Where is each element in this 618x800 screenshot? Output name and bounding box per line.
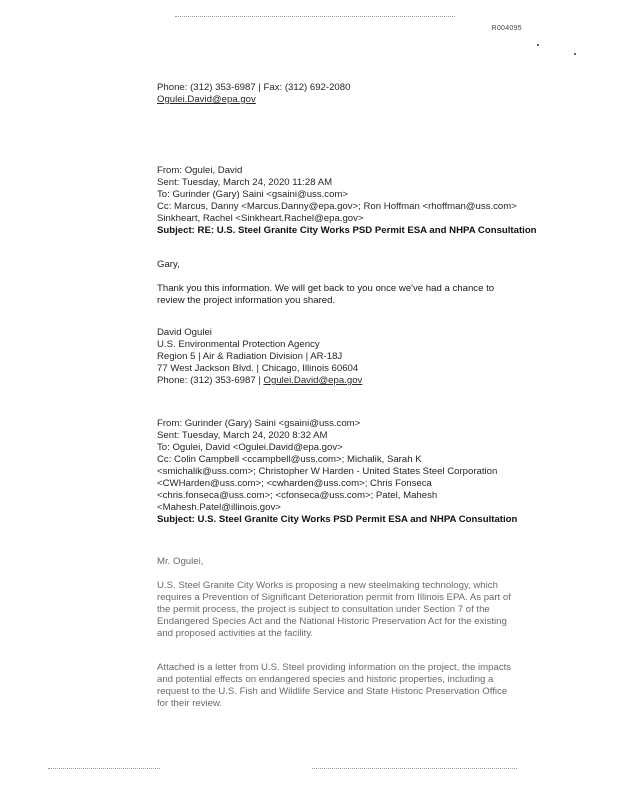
email-2-body-paragraph-2: Attached is a letter from U.S. Steel providing information on the project, the impacts and potential effects on endangered species and historic properties, including a request to the U.S. Fish and Wildlife Service and State Historic Preservation Office for their review. <box>157 662 512 709</box>
signature-agency: U.S. Environmental Protection Agency <box>157 339 320 350</box>
email-2-sent: Sent: Tuesday, March 24, 2020 8:32 AM <box>157 430 328 441</box>
email-2-header <box>157 418 517 526</box>
email-2-to: To: Ogulei, David <Ogulei.David@epa.gov> <box>157 442 343 453</box>
email-1-cc: Cc: Marcus, Danny <Marcus.Danny@epa.gov>; Ron Hoffman <rhoffman@uss.com> <box>157 201 517 212</box>
email-2-from: From: Gurinder (Gary) Saini <gsaini@uss.com> <box>157 418 361 429</box>
email-2-cc-line: <chris.fonseca@uss.com>; <cfonseca@uss.com>; Patel, Mahesh <box>157 490 438 501</box>
signature-phone-line <box>157 375 517 387</box>
email-1-signature <box>157 327 517 387</box>
email-2-body-paragraph-1: U.S. Steel Granite City Works is proposing a new steelmaking technology, which requires a Prevention of Significant Deterioration permit from Illinois EPA. As part of the permit process, the project is subject to consultation under Section 7 of the Endangered Species Act and the National Historic Preservation Act for the existing and proposed activities at the facility. <box>157 580 511 639</box>
email-2-cc-line: <Mahesh.Patel@illinois.gov> <box>157 502 281 513</box>
top-email-link[interactable]: Ogulei.David@epa.gov <box>157 94 256 105</box>
email-1-to: To: Gurinder (Gary) Saini <gsaini@uss.com> <box>157 189 349 200</box>
email-2-greeting: Mr. Ogulei, <box>157 556 204 567</box>
scan-artifact-top <box>175 16 455 17</box>
signature-address: 77 West Jackson Blvd. | Chicago, Illinois 60604 <box>157 363 359 374</box>
email-1-body: Thank you this information. We will get back to you once we've had a chance to review the project information you shared. <box>157 283 495 306</box>
email-2-cc-line: <smichalik@uss.com>; Christopher W Harden - United States Steel Corporation <box>157 466 498 477</box>
email-2-subject: Subject: U.S. Steel Granite City Works PSD Permit ESA and NHPA Consultation <box>157 514 518 525</box>
email-2-cc-line: Cc: Colin Campbell <ccampbell@uss.com>; Michalik, Sarah K <box>157 454 422 465</box>
signature-phone: Phone: (312) 353-6987 | <box>157 375 264 386</box>
email-2-cc-line: <CWHarden@uss.com>; <cwharden@uss.com>; Chris Fonseca <box>157 478 432 489</box>
signature-email-link[interactable]: Ogulei.David@epa.gov <box>263 375 363 386</box>
scan-artifact-bottom-left <box>48 768 160 769</box>
email-1-sent: Sent: Tuesday, March 24, 2020 11:28 AM <box>157 177 333 188</box>
email-1-cc-cont: Sinkheart, Rachel <Sinkheart.Rachel@epa.gov> <box>157 213 364 224</box>
email-1-greeting: Gary, <box>157 259 180 270</box>
top-phone-fax: Phone: (312) 353-6987 | Fax: (312) 692-2080 <box>157 82 351 93</box>
email-1-from: From: Ogulei, David <box>157 165 243 176</box>
scan-speck <box>537 44 539 46</box>
email-1-header <box>157 165 537 237</box>
signature-division: Region 5 | Air & Radiation Division | AR-18J <box>157 351 343 362</box>
email-1-subject: Subject: RE: U.S. Steel Granite City Works PSD Permit ESA and NHPA Consultation <box>157 225 537 236</box>
bates-number: R004095 <box>491 25 522 32</box>
signature-name: David Ogulei <box>157 327 212 338</box>
top-contact <box>157 82 517 106</box>
scan-speck <box>574 53 576 55</box>
scan-artifact-bottom-right <box>312 768 517 769</box>
